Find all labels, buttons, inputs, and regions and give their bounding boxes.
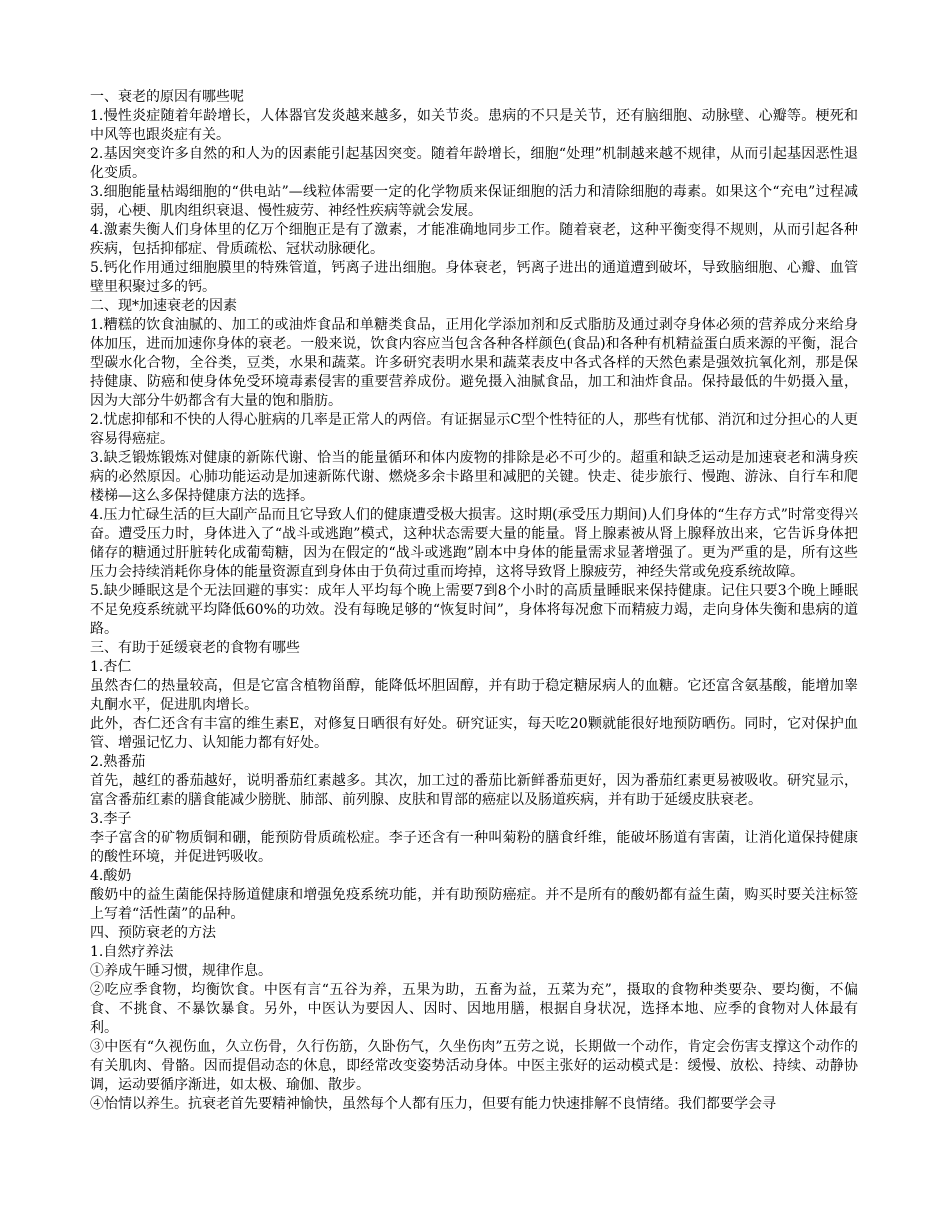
paragraph: 李子富含的矿物质铜和硼，能预防骨质疏松症。李子还含有一种叫菊粉的膳食纤维，能破坏肠道有害菌，让消化道保持健康的酸性环境，并促进钙吸收。 (90, 830, 858, 865)
subheading: 2.熟番茄 (90, 754, 146, 770)
section-heading-4: 四、预防衰老的方法 (90, 925, 216, 941)
paragraph: 2.基因突变许多自然的和人为的因素能引起基因突变。随着年龄增长，细胞“处理”机制越来越不规律，从而引起基因恶性退化变质。 (90, 146, 858, 181)
subheading: 1.自然疗养法 (90, 944, 174, 960)
paragraph: 5.钙化作用通过细胞膜里的特殊管道，钙离子进出细胞。身体衰老，钙离子进出的通道遭到破坏，导致脑细胞、心瓣、血管壁里积聚过多的钙。 (90, 260, 858, 295)
subheading: 4.酸奶 (90, 868, 132, 884)
paragraph: 虽然杏仁的热量较高，但是它富含植物甾醇，能降低坏胆固醇，并有助于稳定糖尿病人的血糖。它还富含氨基酸，能增加睾丸酮水平，促进肌肉增长。 (90, 678, 858, 713)
paragraph: 1.慢性炎症随着年龄增长，人体器官发炎越来越多，如关节炎。患病的不只是关节，还有脑细胞、动脉壁、心瓣等。梗死和中风等也跟炎症有关。 (90, 108, 858, 143)
section-heading-3: 三、有助于延缓衰老的食物有哪些 (90, 640, 300, 656)
subheading: 3.李子 (90, 811, 132, 827)
subheading: 1.杏仁 (90, 659, 132, 675)
list-item: ②吃应季食物，均衡饮食。中医有言“五谷为养，五果为助，五畜为益，五菜为充”，摄取的食物种类要杂、要均衡，不偏食、不挑食、不暴饮暴食。另外，中医认为要因人、因时、因地用膳，根据自身状况，选择本地、应季的食物对人体最有利。 (90, 982, 858, 1036)
section-heading-2: 二、现*加速衰老的因素 (90, 298, 237, 314)
paragraph: 此外，杏仁还含有丰富的维生素E，对修复日晒很有好处。研究证实，每天吃20颗就能很好地预防晒伤。同时，它对保护血管、增强记忆力、认知能力都有好处。 (90, 716, 858, 751)
list-item: ①养成午睡习惯，规律作息。 (90, 963, 272, 979)
paragraph: 3.细胞能量枯竭细胞的“供电站”—线粒体需要一定的化学物质来保证细胞的活力和清除细胞的毒素。如果这个“充电”过程减弱，心梗、肌肉组织衰退、慢性疲劳、神经性疾病等就会发展。 (90, 184, 858, 219)
paragraph: 4.激素失衡人们身体里的亿万个细胞正是有了激素，才能准确地同步工作。随着衰老，这种平衡变得不规则，从而引起各种疾病，包括抑郁症、骨质疏松、冠状动脉硬化。 (90, 222, 858, 257)
paragraph: 4.压力忙碌生活的巨大副产品而且它导致人们的健康遭受极大损害。这时期(承受压力期间)人们身体的“生存方式”时常变得兴奋。遭受压力时，身体进入了“战斗或逃跑”模式，这种状态需要大量的能量。肾上腺素被从肾上腺释放出来，它告诉身体把储存的糖通过肝脏转化成葡萄糖，因为在假定的“战斗或逃跑”剧本中身体的能量需求显著增强了。更为严重的是，所有这些压力会持续消耗你身体的能量资源直到身体由于负荷过重而垮掉，这将导致肾上腺疲劳，神经失常或免疫系统故障。 (90, 507, 858, 580)
paragraph: 1.糟糕的饮食油腻的、加工的或油炸食品和单糖类食品，正用化学添加剂和反式脂肪及通过剥夺身体必须的营养成分来给身体加压，进而加速你身体的衰老。一般来说，饮食内容应当包含各种各样颜色(食品)和各种有机精益蛋白质来源的平衡，混合型碳水化合物，全谷类，豆类，水果和蔬菜。许多研究表明水果和蔬菜表皮中各式各样的天然色素是强效抗氧化剂，那是保持健康、防癌和使身体免受环境毒素侵害的重要营养成份。避免摄入油腻食品，加工和油炸食品。保持最低的牛奶摄入量，因为大部分牛奶都含有大量的饱和脂肪。 (90, 317, 858, 409)
list-item: ③中医有“久视伤血，久立伤骨，久行伤筋，久卧伤气，久坐伤肉”五劳之说，长期做一个动作，肯定会伤害支撑这个动作的有关肌肉、骨骼。因而提倡动态的休息，即经常改变姿势活动身体。中医主张好的运动模式是：缓慢、放松、持续、动静协调，运动要循序渐进，如太极、瑜伽、散步。 (90, 1039, 858, 1093)
paragraph: 首先，越红的番茄越好，说明番茄红素越多。其次，加工过的番茄比新鲜番茄更好，因为番茄红素更易被吸收。研究显示，富含番茄红素的膳食能减少膀胱、肺部、前列腺、皮肤和胃部的癌症以及肠道疾病，并有助于延缓皮肤衰老。 (90, 773, 858, 808)
paragraph: 3.缺乏锻炼锻炼对健康的新陈代谢、恰当的能量循环和体内废物的排除是必不可少的。超重和缺乏运动是加速衰老和满身疾病的必然原因。心肺功能运动是加速新陈代谢、燃烧多余卡路里和减肥的关键。快走、徒步旅行、慢跑、游泳、自行车和爬楼梯—这么多保持健康方法的选择。 (90, 450, 858, 504)
paragraph: 5.缺少睡眠这是个无法回避的事实：成年人平均每个晚上需要7到8个小时的高质量睡眠来保持健康。记住只要3个晚上睡眠不足免疫系统就平均降低60%的功效。没有每晚足够的“恢复时间”，身体将每况愈下而精疲力竭，走向身体失衡和患病的道路。 (90, 583, 858, 637)
paragraph: 2.忧虑抑郁和不快的人得心脏病的几率是正常人的两倍。有证据显示C型个性特征的人，那些有忧郁、消沉和过分担心的人更容易得癌症。 (90, 412, 858, 447)
list-item: ④怡情以养生。抗衰老首先要精神愉快，虽然每个人都有压力，但要有能力快速排解不良情绪。我们都要学会寻 (90, 1096, 776, 1112)
paragraph: 酸奶中的益生菌能保持肠道健康和增强免疫系统功能，并有助预防癌症。并不是所有的酸奶都有益生菌，购买时要关注标签上写着“活性菌”的品种。 (90, 887, 858, 922)
section-heading-1: 一、衰老的原因有哪些呢 (90, 89, 244, 105)
